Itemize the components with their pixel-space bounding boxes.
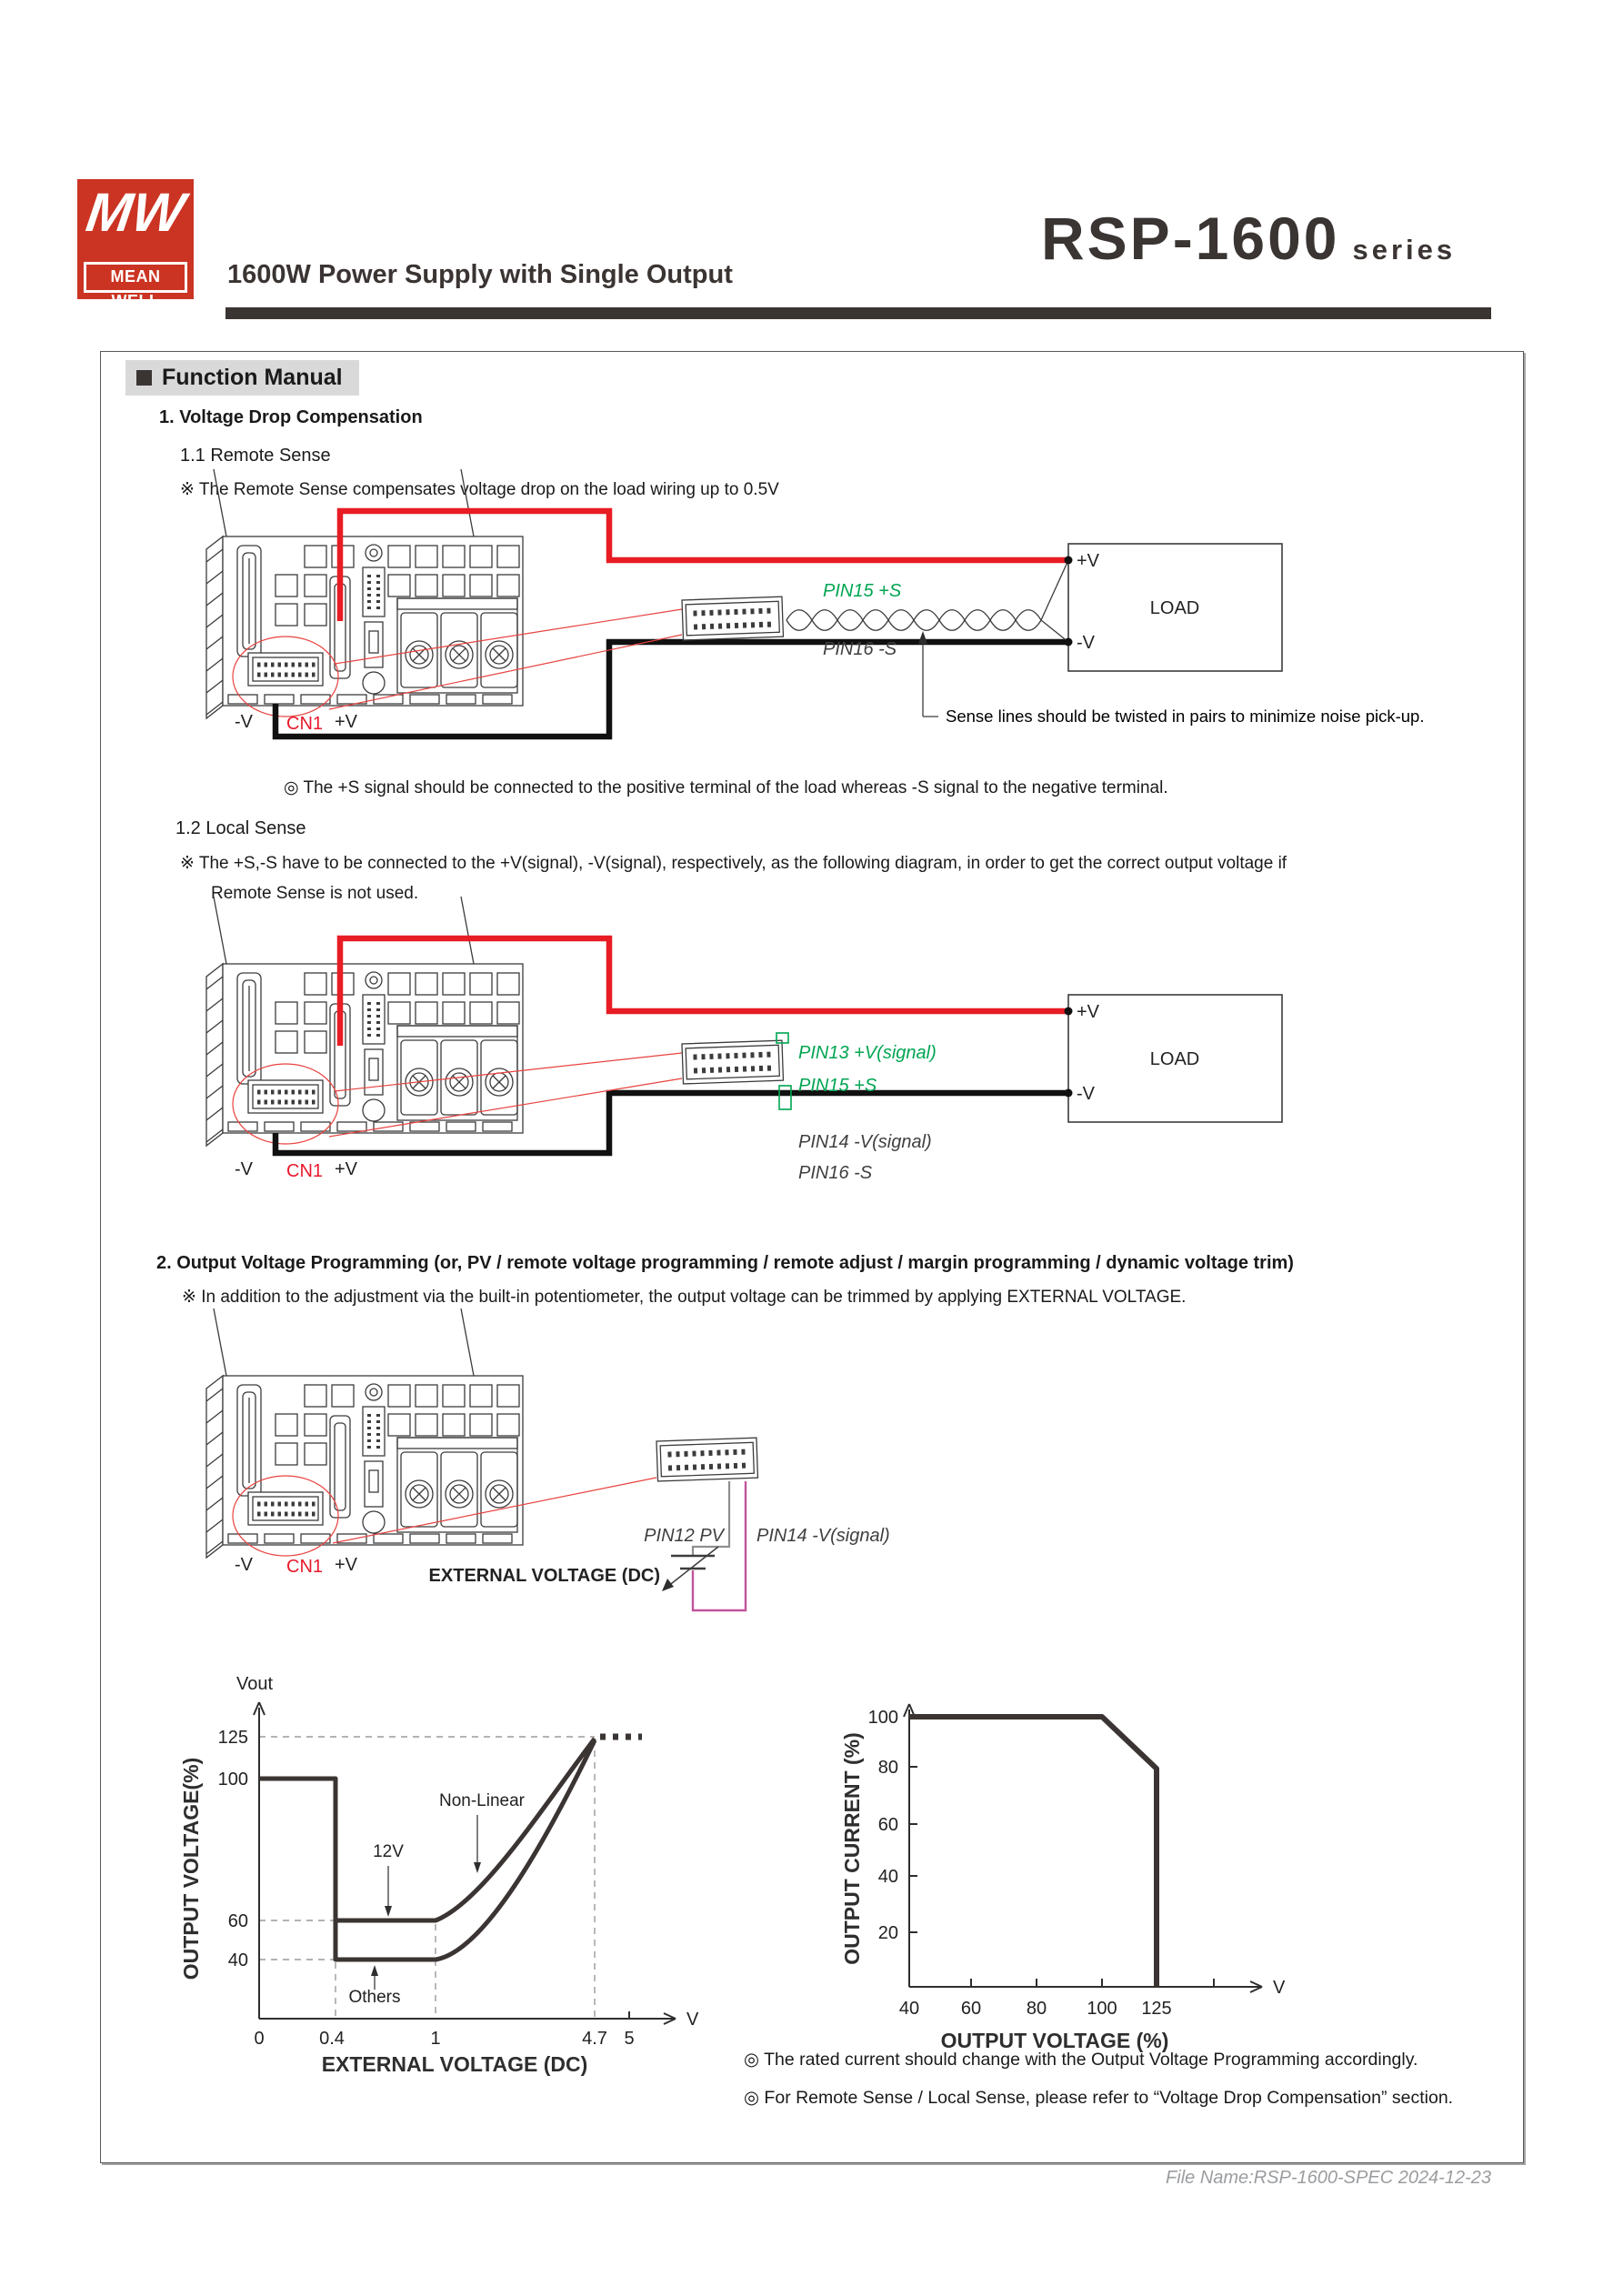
diagram-remote-sense <box>100 498 1425 771</box>
y-tick-20: 20 <box>877 1923 898 1943</box>
curve-12v <box>259 1739 595 1920</box>
x-tick-100: 100 <box>1087 1999 1117 2019</box>
section-title: Function Manual <box>162 365 343 390</box>
note-local-sense-line2: Remote Sense is not used. <box>211 884 419 903</box>
label-psu-cn1: CN1 <box>286 714 324 734</box>
series-suffix: series <box>1352 234 1457 266</box>
label-pin14: PIN14 -V(signal) <box>756 1526 890 1546</box>
y-tick-40: 40 <box>877 1867 898 1887</box>
x-axis-label: EXTERNAL VOLTAGE (DC) <box>321 2052 588 2076</box>
x-tick-80: 80 <box>1026 1999 1047 2019</box>
axes <box>254 1702 676 2024</box>
heading-local-sense: 1.2 Local Sense <box>175 818 306 838</box>
label-load: LOAD <box>1149 598 1200 618</box>
label-psu-pos: +V <box>335 1555 358 1575</box>
remark-rated-current: ◎ The rated current should change with the Output Voltage Programming accordingly. <box>744 2050 1418 2070</box>
remark-plus-s-signal: ◎ The +S signal should be connected to the positive terminal of the load whereas -S signal to the negative terminal. <box>284 778 1168 797</box>
label-psu-pos: +V <box>335 1159 358 1179</box>
x-tick-40: 40 <box>898 1999 920 2019</box>
label-psu-cn1: CN1 <box>286 1557 324 1577</box>
psu-rear-panel <box>206 469 523 718</box>
series-name: RSP-1600 <box>1041 205 1340 272</box>
x-tick-60: 60 <box>960 1999 982 2019</box>
derating-curve <box>909 1717 1157 1987</box>
file-name-footer: File Name:RSP-1600-SPEC 2024-12-23 <box>1166 2168 1491 2188</box>
heading-output-voltage-programming: 2. Output Voltage Programming (or, PV / remote voltage programming / remote adjust / margin programming / dynamic voltage trim) <box>156 1253 1294 1273</box>
psu-rear-panel <box>206 897 523 1146</box>
label-load-neg: -V <box>1077 1084 1095 1104</box>
heading-remote-sense: 1.1 Remote Sense <box>180 446 331 466</box>
note-remote-sense: ※ The Remote Sense compensates voltage drop on the load wiring up to 0.5V <box>180 480 779 499</box>
diagram-local-sense <box>100 909 1418 1218</box>
annotation-12v: 12V <box>373 1842 404 1861</box>
label-load-pos: +V <box>1077 1002 1100 1022</box>
load-negative-node <box>1065 1089 1073 1098</box>
chart-output-voltage-vs-external-voltage <box>127 1655 764 2091</box>
section-function-manual <box>125 360 359 396</box>
y-tick-100: 100 <box>867 1708 898 1728</box>
logo-mean-well-text: MEAN WELL <box>84 262 187 293</box>
label-sense-note: Sense lines should be twisted in pairs to minimize noise pick-up. <box>946 707 1425 726</box>
heading-voltage-drop-compensation: 1. Voltage Drop Compensation <box>159 407 423 427</box>
x-axis-unit: V <box>686 2010 699 2030</box>
label-pin15: PIN15 +S <box>823 581 902 601</box>
y-axis-top-label: Vout <box>236 1674 274 1694</box>
label-psu-neg: -V <box>235 712 253 732</box>
chart-output-current-vs-output-voltage <box>837 1671 1418 2071</box>
label-pin16: PIN16 -S <box>823 639 897 659</box>
x-axis-label: OUTPUT VOLTAGE (%) <box>940 2029 1169 2052</box>
y-tick-60: 60 <box>227 1911 248 1931</box>
label-pin13: PIN13 +V(signal) <box>798 1043 937 1063</box>
twisted-pair-wires <box>786 560 1068 642</box>
note-local-sense-line1: ※ The +S,-S have to be connected to the +V(signal), -V(signal), respectively, as the following diagram, in order to get the correct output voltage if <box>180 854 1287 873</box>
note-output-voltage-programming: ※ In addition to the adjustment via the built-in potentiometer, the output voltage can be trimmed by applying EXTERNAL VOLTAGE. <box>182 1288 1187 1307</box>
series-title <box>1041 204 1456 273</box>
product-line-title: 1600W Power Supply with Single Output <box>227 260 733 289</box>
x-tick-0: 0 <box>254 2029 265 2049</box>
sense-plug <box>682 597 783 640</box>
curve-others <box>259 1740 595 1960</box>
label-pin14: PIN14 -V(signal) <box>798 1132 932 1152</box>
y-axis-label: OUTPUT CURRENT (%) <box>840 1732 864 1965</box>
label-psu-cn1: CN1 <box>286 1161 324 1181</box>
section-bullet-square <box>136 370 152 386</box>
sense-plug <box>682 1040 783 1084</box>
x-axis-unit: V <box>1273 1978 1286 1998</box>
axes <box>904 1704 1262 1992</box>
y-tick-100: 100 <box>217 1770 248 1790</box>
y-tick-125: 125 <box>217 1728 248 1748</box>
logo-mw-text: MW <box>82 182 189 243</box>
load-negative-node <box>1065 638 1073 647</box>
programming-plug <box>656 1438 757 1481</box>
label-pin12: PIN12 PV <box>644 1526 724 1546</box>
header-rule <box>225 307 1491 319</box>
label-load: LOAD <box>1149 1049 1200 1069</box>
load-positive-node <box>1065 1008 1073 1016</box>
label-pin16: PIN16 -S <box>798 1163 873 1183</box>
label-load-neg: -V <box>1077 633 1095 653</box>
x-tick-4-7: 4.7 <box>582 2029 607 2049</box>
remark-refer-section: ◎ For Remote Sense / Local Sense, please refer to “Voltage Drop Compensation” section. <box>744 2088 1454 2108</box>
annotation-others: Others <box>348 1988 401 2007</box>
label-pin15: PIN15 +S <box>798 1076 877 1096</box>
label-load-pos: +V <box>1077 551 1100 571</box>
diagram-voltage-programming <box>100 1323 1418 1637</box>
x-tick-1: 1 <box>430 2029 441 2049</box>
load-positive-node <box>1065 556 1073 565</box>
pin-bracket-bottom <box>779 1086 791 1109</box>
y-axis-label: OUTPUT VOLTAGE(%) <box>179 1757 203 1980</box>
annotation-non-linear: Non-Linear <box>439 1791 525 1810</box>
label-psu-neg: -V <box>235 1555 253 1575</box>
label-external-voltage: EXTERNAL VOLTAGE (DC) <box>428 1566 660 1586</box>
mean-well-logo <box>77 179 194 310</box>
external-voltage-source-symbol <box>662 1547 718 1591</box>
label-psu-neg: -V <box>235 1159 253 1179</box>
y-tick-40: 40 <box>227 1950 248 1970</box>
x-tick-0-4: 0.4 <box>319 2029 345 2049</box>
y-tick-80: 80 <box>877 1758 898 1778</box>
x-tick-5: 5 <box>624 2029 635 2049</box>
x-tick-125: 125 <box>1141 1999 1172 2019</box>
label-psu-pos: +V <box>335 712 358 732</box>
y-tick-60: 60 <box>877 1815 898 1835</box>
psu-rear-panel <box>206 1308 523 1558</box>
